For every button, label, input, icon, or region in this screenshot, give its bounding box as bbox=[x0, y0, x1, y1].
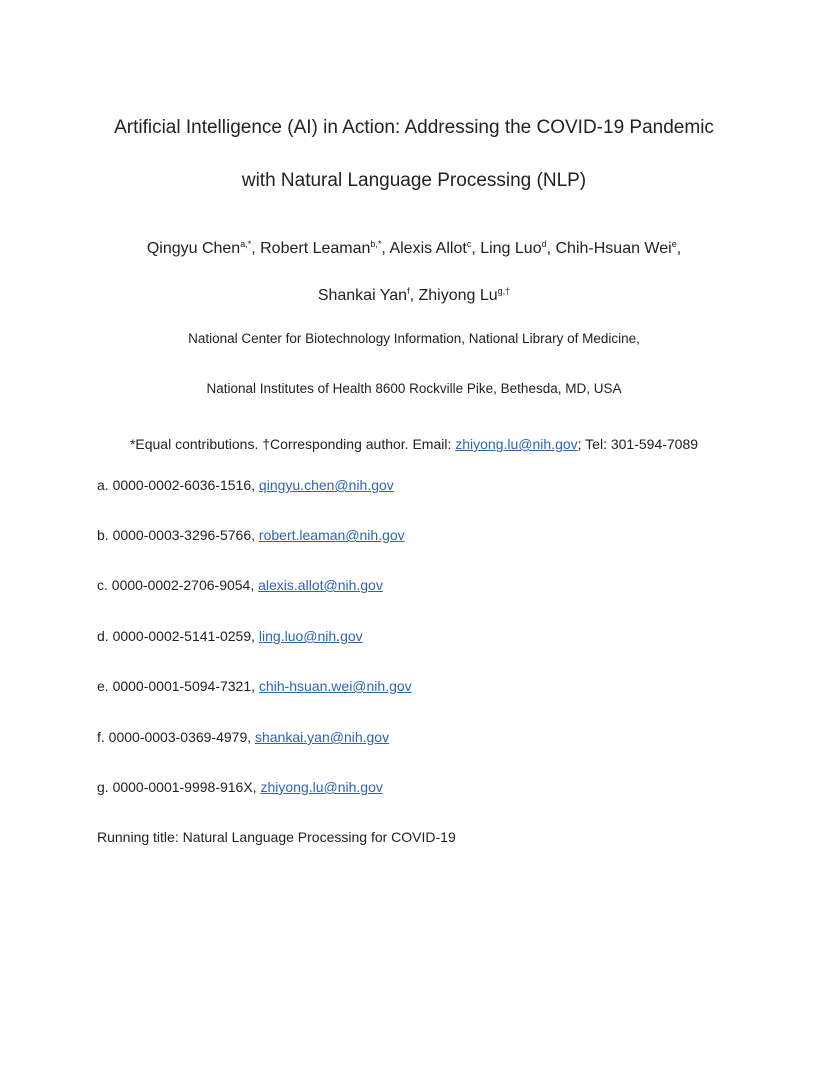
orcid-entry bbox=[97, 527, 405, 543]
author-separator: , bbox=[409, 287, 419, 304]
orcid-entry bbox=[97, 729, 389, 745]
author-name: Shankai Yan bbox=[317, 287, 408, 304]
affiliation-line-1: National Center for Biotechnology Information, National Library of Medicine, bbox=[188, 331, 640, 346]
author-name: Alexis Allot bbox=[389, 240, 467, 257]
author-affiliation-mark: d bbox=[541, 239, 547, 249]
author-email-link[interactable]: ling.luo@nih.gov bbox=[258, 628, 363, 644]
author-list-line-2 bbox=[0, 287, 828, 305]
correspondence-note bbox=[0, 436, 828, 452]
orcid-label: a. 0000-0002-6036-1516, bbox=[97, 477, 259, 493]
orcid-label: g. 0000-0001-9998-916X, bbox=[97, 779, 261, 795]
orcid-label: d. 0000-0002-5141-0259, bbox=[97, 628, 259, 644]
author-email-link[interactable]: shankai.yan@nih.gov bbox=[255, 729, 390, 745]
author-separator: , bbox=[546, 240, 556, 257]
orcid-label: b. 0000-0003-3296-5766, bbox=[97, 527, 259, 543]
author-affiliation-mark: c bbox=[466, 239, 472, 249]
paper-title-line-2: with Natural Language Processing (NLP) bbox=[241, 170, 587, 191]
author-name: Qingyu Chen bbox=[146, 240, 241, 257]
author-name: Chih-Hsuan Wei bbox=[555, 240, 672, 257]
affiliation-line-2: National Institutes of Health 8600 Rockville Pike, Bethesda, MD, USA bbox=[206, 381, 622, 396]
author-separator: , bbox=[381, 240, 390, 257]
author-email-link[interactable]: robert.leaman@nih.gov bbox=[258, 527, 405, 543]
author-email-link[interactable]: alexis.allot@nih.gov bbox=[258, 577, 383, 593]
orcid-entry bbox=[97, 678, 412, 694]
paper-title-line-1: Artificial Intelligence (AI) in Action: Addressing the COVID-19 Pandemic bbox=[114, 117, 714, 138]
author-email-link[interactable]: qingyu.chen@nih.gov bbox=[258, 477, 394, 493]
author-email-link[interactable]: zhiyong.lu@nih.gov bbox=[260, 779, 383, 795]
author-name: Zhiyong Lu bbox=[418, 287, 498, 304]
orcid-label: f. 0000-0003-0369-4979, bbox=[97, 729, 256, 745]
orcid-entry bbox=[97, 779, 383, 795]
author-affiliation-mark: b,* bbox=[370, 239, 382, 249]
author-affiliation-mark: a,* bbox=[240, 239, 252, 249]
correspondence-phone: ; Tel: 301-594-7089 bbox=[577, 436, 699, 452]
author-affiliation-mark: f bbox=[407, 286, 410, 296]
author-separator: , bbox=[676, 240, 682, 257]
author-email-link[interactable]: chih-hsuan.wei@nih.gov bbox=[258, 678, 412, 694]
orcid-label: c. 0000-0002-2706-9054, bbox=[97, 577, 259, 593]
orcid-entry bbox=[97, 577, 383, 593]
orcid-entry bbox=[97, 477, 394, 493]
author-list-line-1 bbox=[0, 240, 828, 258]
author-separator: , bbox=[251, 240, 261, 257]
correspondence-prefix: *Equal contributions. †Corresponding author. Email: bbox=[129, 436, 456, 452]
author-name: Ling Luo bbox=[480, 240, 542, 257]
author-separator: , bbox=[471, 240, 481, 257]
author-affiliation-mark: e bbox=[671, 239, 677, 249]
author-name: Robert Leaman bbox=[260, 240, 371, 257]
running-title: Running title: Natural Language Processing for COVID-19 bbox=[97, 829, 456, 845]
orcid-entry bbox=[97, 628, 363, 644]
corresponding-email-link[interactable]: zhiyong.lu@nih.gov bbox=[455, 436, 578, 452]
author-affiliation-mark: g,† bbox=[497, 286, 511, 296]
orcid-label: e. 0000-0001-5094-7321, bbox=[97, 678, 259, 694]
